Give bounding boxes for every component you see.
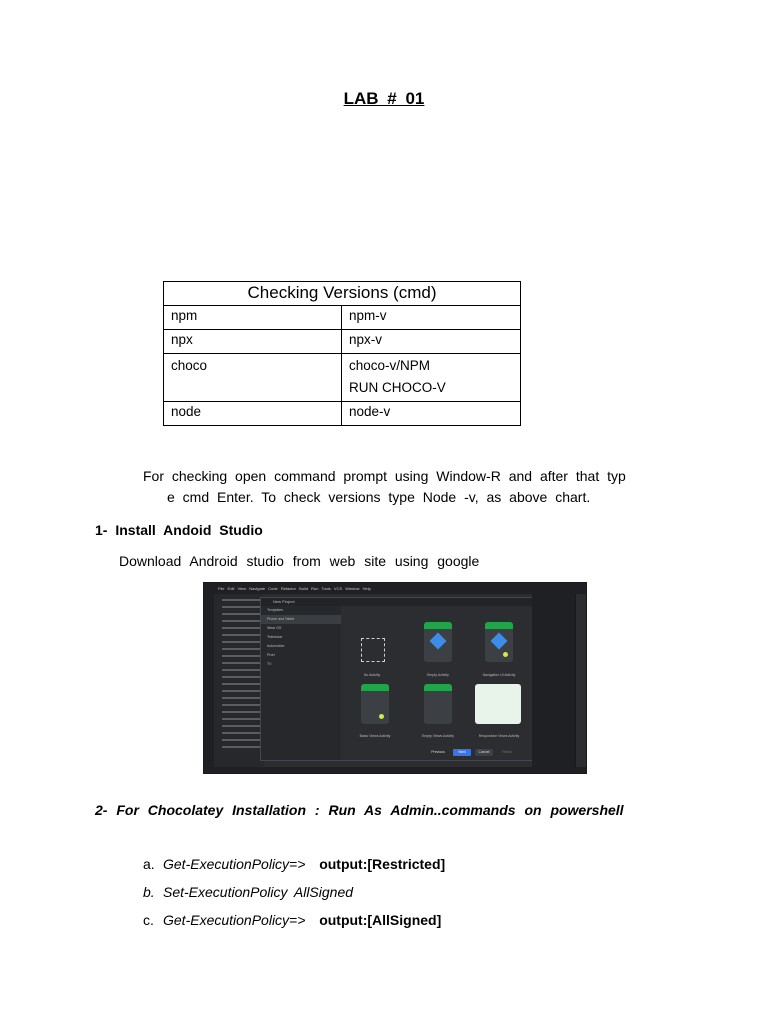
- command-text: Set-ExecutionPolicy AllSigned: [163, 884, 354, 900]
- android-studio-screenshot: [203, 582, 587, 774]
- template-label: Empty Activity: [427, 673, 449, 677]
- tool-cell: node: [164, 402, 342, 426]
- command-cell: [342, 354, 521, 402]
- category-item: Phone and Tablet: [261, 615, 341, 624]
- new-project-dialog: [260, 597, 534, 761]
- page-title: LAB # 01: [343, 89, 425, 108]
- empty-activity-tile: [424, 622, 452, 662]
- table-row: [164, 330, 521, 354]
- ide-menubar: File Edit View Navigate Code Refactor Build Run Tools VCS Window Help: [204, 583, 586, 594]
- command-cell: npx-v: [342, 330, 521, 354]
- output-text: output:[AllSigned]: [319, 912, 442, 928]
- command-cell: npm-v: [342, 306, 521, 330]
- template-label: Navigation UI Activity: [482, 673, 516, 677]
- cancel-button[interactable]: Cancel: [475, 749, 493, 756]
- next-button[interactable]: Next: [453, 749, 471, 756]
- template-label: Basic Views Activity: [359, 734, 391, 738]
- ide-right-pane: [532, 594, 576, 767]
- instructions-paragraph: [143, 466, 659, 508]
- previous-button[interactable]: Previous: [431, 750, 445, 754]
- versions-table: [163, 281, 521, 426]
- category-item: TV: [267, 662, 272, 666]
- list-item: [143, 912, 441, 928]
- section-1-text: Download Android studio from web site using google: [119, 553, 480, 569]
- dialog-title: New Project: [261, 598, 533, 606]
- tool-cell: choco: [164, 354, 342, 402]
- template-label: No Activity: [363, 673, 381, 677]
- table-heading: Checking Versions (cmd): [164, 282, 521, 306]
- category-item: Templates: [267, 608, 283, 612]
- command-line: choco-v/NPM: [349, 358, 431, 373]
- finish-button[interactable]: Finish: [502, 750, 512, 754]
- category-item: Wear OS: [267, 626, 282, 630]
- category-item: Pixel: [267, 653, 275, 657]
- section-2-heading: 2- For Chocolatey Installation : Run As Admin..commands on powershell: [95, 802, 624, 818]
- list-marker: a.: [143, 856, 155, 872]
- list-item: [143, 884, 353, 900]
- section-1-heading: 1- Install Andoid Studio: [95, 522, 263, 538]
- command-text: Get-ExecutionPolicy=>: [163, 912, 306, 928]
- category-item: Television: [267, 635, 283, 639]
- table-row: [164, 354, 521, 402]
- tool-cell: npx: [164, 330, 342, 354]
- basic-views-tile: [361, 684, 389, 724]
- command-cell: node-v: [342, 402, 521, 426]
- table-row: [164, 402, 521, 426]
- project-tree: [214, 594, 264, 767]
- responsive-views-tile: [475, 684, 521, 724]
- ide-statusbar: [204, 767, 586, 773]
- paragraph-line: e cmd Enter. To check versions type Node -v, as above chart.: [167, 489, 591, 505]
- template-categories: [261, 606, 341, 760]
- command-text: Get-ExecutionPolicy=>: [163, 856, 306, 872]
- ide-tool-strip: [204, 594, 214, 767]
- navigation-activity-tile: [485, 622, 513, 662]
- template-label: Responsive Views Activity: [478, 734, 520, 738]
- command-line: RUN CHOCO-V: [349, 380, 446, 395]
- no-activity-tile: [361, 638, 385, 662]
- paragraph-line: For checking open command prompt using Window-R and after that typ: [143, 468, 626, 484]
- ide-right-strip: [575, 594, 586, 767]
- tool-cell: npm: [164, 306, 342, 330]
- output-text: output:[Restricted]: [319, 856, 446, 872]
- table-row: [164, 306, 521, 330]
- template-label: Empty Views Activity: [421, 734, 455, 738]
- list-item: [143, 856, 445, 872]
- category-item: Automotive: [267, 644, 285, 648]
- list-marker: b.: [143, 884, 155, 900]
- empty-views-tile: [424, 684, 452, 724]
- list-marker: c.: [143, 912, 154, 928]
